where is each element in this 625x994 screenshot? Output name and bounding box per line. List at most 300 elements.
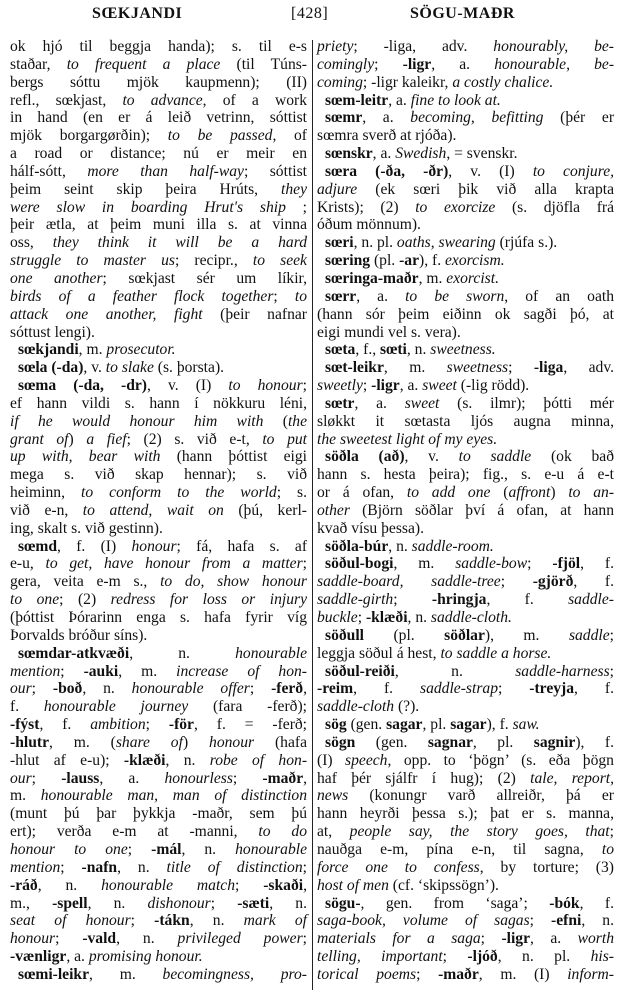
headword: söðul-reiði <box>325 662 395 680</box>
translation: exorcist. <box>446 269 499 287</box>
dictionary-entry <box>317 288 614 342</box>
entry-line <box>10 538 307 556</box>
translation: to attend, wait on <box>82 501 224 519</box>
headword: sœla (-da) <box>18 359 84 377</box>
translation: saddle- <box>568 591 614 609</box>
entry-line <box>317 270 614 288</box>
text: (-lig rödd). <box>456 377 530 395</box>
entry-line <box>10 145 307 163</box>
translation: sweetness. <box>430 341 496 359</box>
translation: tale, report, <box>530 769 614 787</box>
headword: söðlar <box>444 626 485 644</box>
translation: coming <box>317 73 363 91</box>
text: , m. <box>383 359 447 377</box>
translation: adjure <box>317 180 358 198</box>
dictionary-entry <box>317 734 614 895</box>
text: , n. <box>388 537 412 555</box>
entry-line <box>317 234 614 252</box>
dictionary-entry <box>10 645 307 966</box>
text: ; <box>302 930 307 948</box>
translation: force one to confess <box>317 858 480 876</box>
translation: honourable match <box>101 876 235 894</box>
text: , of <box>272 127 307 145</box>
translation: dishonour <box>147 894 211 912</box>
dictionary-entry <box>317 555 614 626</box>
entry-line <box>10 609 307 627</box>
translation: to saddle a horse. <box>440 644 552 662</box>
entry-line <box>10 591 307 609</box>
text: , n. <box>407 609 431 626</box>
text: ; <box>374 55 403 73</box>
translation: to conjure, <box>532 162 615 180</box>
dictionary-entry <box>10 966 307 984</box>
translation: saddle-room. <box>411 537 494 555</box>
entry-line <box>10 359 307 377</box>
translation: becoming, befitting <box>410 109 544 127</box>
translation: to conform to the world <box>81 484 277 502</box>
text: ) <box>550 484 569 502</box>
headword: -mál <box>151 840 182 858</box>
entry-line <box>317 92 614 110</box>
text: , f. (I) <box>57 537 132 555</box>
headword: söðul-bogi <box>325 555 394 573</box>
text: , n. <box>37 876 102 894</box>
text: ; sœkjast sér um líkir, <box>102 269 307 287</box>
translation: up with, bear with <box>10 448 161 466</box>
entry-line <box>10 805 307 823</box>
translation: saddle-cloth <box>317 698 395 716</box>
entry-line <box>317 930 614 948</box>
entry-line <box>317 484 614 502</box>
dictionary-entry <box>317 145 614 163</box>
entry-line <box>10 56 307 74</box>
entry-line <box>10 930 307 948</box>
text: , n. <box>82 680 132 698</box>
translation: privileged power <box>177 930 303 948</box>
translation: worth <box>577 930 615 948</box>
headword: sœtr <box>325 394 355 412</box>
text: (Björn söðlar því á ofan, at hann <box>349 501 614 519</box>
translation: they <box>281 180 307 198</box>
entry-line <box>317 663 614 681</box>
text: (þóttist Þórarinn enga s. hafa fyrir víg <box>10 609 307 626</box>
translation: to get, have honour from a matter <box>45 555 303 573</box>
headword: söðull <box>325 626 364 644</box>
translation: sweetness <box>446 359 509 377</box>
headword: sögn <box>325 733 356 751</box>
translation: to be sworn <box>405 287 505 305</box>
entry-line <box>317 413 614 431</box>
text: ( <box>490 484 509 502</box>
translation: birds of a feather flock together <box>10 287 274 305</box>
text: , v. (I) <box>147 377 229 395</box>
headword: -för <box>168 716 194 734</box>
entry-line <box>10 216 307 234</box>
translation: to saddle <box>458 448 532 466</box>
text: m. <box>10 787 41 805</box>
entry-line <box>317 359 614 377</box>
running-head-right: SÖGU-MAÐR <box>410 5 515 22</box>
translation: the <box>287 412 307 430</box>
headword: sœri <box>325 234 354 252</box>
translation: to <box>294 287 308 305</box>
text: , gen. from ‘saga’; <box>360 894 550 912</box>
text: , a. <box>399 377 423 395</box>
text: , m. <box>89 965 163 983</box>
text: ; <box>609 626 614 644</box>
text: (s. þorsta). <box>153 359 225 377</box>
translation: were slow in boarding Hrut's ship <box>10 198 286 216</box>
entry-line <box>10 752 307 770</box>
translation: honour <box>10 930 56 948</box>
translation: honourable offer <box>131 680 250 698</box>
text: or á ofan, <box>317 484 407 502</box>
text: ; <box>302 377 307 395</box>
entry-line <box>317 520 614 538</box>
headword: -sæti <box>237 894 270 912</box>
translation: a fief <box>86 430 127 448</box>
entry-line <box>10 199 307 217</box>
translation: mark of <box>243 912 308 930</box>
entry-line <box>317 538 614 556</box>
text: , a. <box>372 145 396 163</box>
entry-line <box>317 341 614 359</box>
translation: a costly chalice. <box>452 73 554 91</box>
entry-line <box>10 877 307 895</box>
text: ; <box>285 198 307 216</box>
headword: sœti <box>380 341 407 359</box>
dictionary-entry <box>317 663 614 717</box>
text: , n. <box>181 840 236 858</box>
dictionary-entry <box>317 109 614 145</box>
text: (hann þóttist eigi <box>160 448 308 466</box>
text: , m. <box>118 662 177 680</box>
headword: -bók <box>549 894 580 912</box>
text: (hann sór þeim eiðinn ok sagði þó, at <box>317 305 614 323</box>
entry-line <box>10 270 307 288</box>
text: hálf-sótt, <box>10 162 88 180</box>
entry-line <box>10 181 307 199</box>
entry-line <box>317 127 614 145</box>
text: Krists); (2) <box>317 198 416 216</box>
translation: affront <box>508 484 551 502</box>
translation: to an- <box>568 484 615 502</box>
translation: to slake <box>105 359 154 377</box>
entry-line <box>317 787 614 805</box>
text: (pl. <box>370 252 400 270</box>
entry-line <box>10 787 307 805</box>
text: (munt þú þar þykkja -maðr, sem þú <box>10 805 307 823</box>
entry-line <box>317 377 614 395</box>
headword: -ljóð <box>467 948 498 966</box>
translation: becomingness, pro- <box>162 965 307 983</box>
text: ; <box>508 359 534 377</box>
entry-line <box>317 555 614 573</box>
entry-line <box>10 573 307 591</box>
entry-line <box>317 252 614 270</box>
text: , a. <box>99 769 165 787</box>
text: ; <box>145 716 169 734</box>
translation: they think it will be a hard <box>52 234 307 252</box>
text: , m. <box>393 555 456 573</box>
entry-line <box>317 877 614 895</box>
headword: -vænligr <box>10 948 67 966</box>
text: , n. pl. <box>353 234 397 252</box>
dictionary-entry <box>317 627 614 663</box>
translation: honourably, be- <box>493 38 615 55</box>
translation: to add one <box>406 484 491 502</box>
page-number: [428] <box>291 5 329 22</box>
entry-line <box>317 431 614 449</box>
text: , n. <box>129 644 236 662</box>
text: ; <box>529 912 552 930</box>
headword: -ligr <box>501 930 531 948</box>
entry-line <box>317 716 614 734</box>
entry-line <box>317 859 614 877</box>
entry-line <box>317 163 614 181</box>
text: , f. <box>574 680 614 698</box>
headword: -ferð <box>271 680 304 698</box>
entry-line <box>317 841 614 859</box>
entry-line <box>10 645 307 663</box>
entry-line <box>317 948 614 966</box>
text: Þorvalds bróður síns). <box>10 626 148 644</box>
text: ) <box>68 430 87 448</box>
translation: exorcism. <box>445 252 505 270</box>
text: ; <box>362 377 372 395</box>
text: , f. <box>486 591 569 609</box>
headword: -skaði <box>263 876 304 894</box>
entry-line <box>317 805 614 823</box>
translation: increase of hon- <box>176 662 308 680</box>
text: ; <box>480 930 502 948</box>
text: sløkkt it sœtasta ljós augna minna, <box>317 412 614 430</box>
translation: seat of honour <box>10 912 131 930</box>
text: , <box>303 876 308 894</box>
entry-line <box>317 823 614 841</box>
entry-line <box>10 395 307 413</box>
translation: to put <box>262 430 307 448</box>
text: , m. ( <box>48 733 116 751</box>
text: , n. <box>117 858 167 876</box>
translation: sweetly <box>317 377 363 395</box>
entry-line <box>317 680 614 698</box>
headword: söðla-búr <box>325 537 389 555</box>
text: , n. pl. <box>497 948 591 966</box>
dictionary-entry <box>317 716 614 734</box>
dictionary-entry <box>317 270 614 288</box>
translation: title of distinction <box>166 858 303 876</box>
text: , f. <box>353 680 421 698</box>
entry-line <box>317 734 614 752</box>
entry-line <box>317 38 614 56</box>
text: ; -ligr kaleikr, <box>362 73 453 91</box>
dictionary-entry <box>317 895 614 984</box>
entry-line <box>317 895 614 913</box>
text: , of a work <box>202 91 307 109</box>
translation: speech <box>345 751 388 769</box>
translation: priety <box>317 38 354 55</box>
translation: comingly <box>317 55 375 73</box>
translation: honourable <box>235 644 307 662</box>
translation: materials for a saga <box>317 930 481 948</box>
headword: -fýst <box>10 716 40 734</box>
text: refl., sœkjast, <box>10 91 123 109</box>
dictionary-entry <box>317 359 614 395</box>
text: ; <box>232 769 263 787</box>
entry-line <box>317 56 614 74</box>
translation: robe of hon- <box>209 751 308 769</box>
translation: to exorcize <box>415 198 496 216</box>
text: , <box>303 769 308 787</box>
text: (s. ilmr); þótti mér <box>439 394 615 412</box>
headword: sœm-leitr <box>325 91 389 109</box>
entry-line <box>10 74 307 92</box>
dictionary-entry <box>317 341 614 359</box>
text: -hlut af e-u); <box>10 751 124 769</box>
entry-line <box>317 698 614 716</box>
translation: torical poems <box>317 965 417 983</box>
entry-line <box>317 216 614 234</box>
entry-line <box>10 966 307 984</box>
translation: to frequent a place <box>66 55 221 73</box>
text: in hand (en er á leið vetrinn, sóttist <box>10 109 307 127</box>
entry-line <box>317 502 614 520</box>
right-column <box>317 38 614 984</box>
text: ; <box>497 680 530 698</box>
text: , a. <box>362 109 411 127</box>
headword: sœmd <box>18 537 57 555</box>
headword: sœring <box>325 252 371 270</box>
headword: sœmi-leikr <box>18 965 90 983</box>
headword: -reim <box>317 680 354 698</box>
dictionary-entry <box>317 538 614 556</box>
dictionary-entry <box>10 38 307 341</box>
translation: buckle <box>317 609 358 626</box>
headword: sagar <box>386 716 423 734</box>
text: ; <box>302 555 307 573</box>
text: , opp. to ‘þögn’ (s. eða þögn <box>387 751 614 769</box>
text: (hafa <box>254 733 307 751</box>
text: (ek sœri þik við alla krapta <box>357 180 614 198</box>
entry-line <box>317 448 614 466</box>
entry-line <box>10 163 307 181</box>
entry-line <box>317 573 614 591</box>
headword: -tákn <box>154 912 190 930</box>
headword: -fjöl <box>552 555 581 573</box>
entry-line <box>317 609 614 627</box>
entry-line <box>10 698 307 716</box>
translation: Swedish <box>395 145 447 163</box>
translation: to be passed <box>167 127 273 145</box>
headword: sagar <box>450 716 487 734</box>
translation: prosecutor. <box>106 341 176 359</box>
text: ; (2) s. við e-t, <box>126 430 263 448</box>
text: , = svenskr. <box>446 145 518 163</box>
translation: our <box>10 680 32 698</box>
entry-line <box>317 466 614 484</box>
text: , n. <box>269 894 307 912</box>
text: ; <box>127 840 152 858</box>
text: (konungr varð allreiðr, þá er <box>348 787 614 805</box>
text: (þér er <box>543 109 615 127</box>
text: , f. <box>573 573 615 591</box>
text: ), m. <box>484 626 569 644</box>
translation: saddle-girth <box>317 591 394 609</box>
entry-line <box>317 74 614 92</box>
text: (gen. <box>355 733 428 751</box>
translation: saddle-board, saddle-tree <box>317 573 501 591</box>
text: ; <box>527 555 553 573</box>
entry-line <box>10 431 307 449</box>
text: ; <box>393 591 432 609</box>
entry-line <box>317 288 614 306</box>
entry-line <box>10 912 307 930</box>
dictionary-entry <box>317 92 614 110</box>
text: kvað vísu þessa). <box>317 519 424 537</box>
text: ; recipr., <box>174 252 253 270</box>
entry-line <box>10 377 307 395</box>
translation: his- <box>590 948 614 966</box>
text: ; <box>130 912 155 930</box>
text: e-u, <box>10 555 46 573</box>
entry-line <box>317 306 614 324</box>
text: ), f. <box>486 716 513 734</box>
translation: one another <box>10 269 103 287</box>
headword: -ligr <box>371 377 400 395</box>
text: bergs sóttu mjök kaupmenn); (II) <box>10 73 307 91</box>
translation: to do, show honour <box>160 573 307 591</box>
headword: -treyja <box>529 680 575 698</box>
translation: sweet <box>404 394 440 412</box>
translation: oaths, swearing <box>396 234 496 252</box>
entry-line <box>10 448 307 466</box>
headword: sœma (-da, -dr) <box>18 377 147 395</box>
text: mega s. við skap hennar); s. við <box>10 466 307 484</box>
translation: honourless <box>164 769 233 787</box>
text: eigi mundi vel s. vera). <box>317 323 461 341</box>
headword: -gjörð <box>532 573 574 591</box>
translation: the sweetest light of my eyes. <box>317 430 498 448</box>
text: ; <box>60 662 84 680</box>
translation: our <box>10 769 32 787</box>
headword: sœra (-ða, -ðr) <box>325 162 449 180</box>
text: ; <box>442 948 468 966</box>
text: , of an oath <box>504 287 614 305</box>
entry-line <box>10 252 307 270</box>
text: heiminn, <box>10 484 82 502</box>
headword: sög <box>325 716 347 734</box>
entry-line <box>317 145 614 163</box>
translation: to advance <box>122 91 203 109</box>
entry-line <box>10 38 307 56</box>
text: óðum mönnum). <box>317 216 421 234</box>
text: hann heyrði þessa s.); þat er s. manna, <box>317 805 614 823</box>
text: ; <box>302 858 307 876</box>
entry-line <box>10 680 307 698</box>
text: (s. djöfla frá <box>495 198 615 216</box>
entry-line <box>317 645 614 663</box>
text: ; <box>357 609 366 626</box>
dictionary-entry <box>317 38 614 92</box>
text: ; <box>235 876 264 894</box>
translation: ambition <box>90 716 146 734</box>
entry-line <box>10 859 307 877</box>
translation: honourable, be- <box>494 55 615 73</box>
headword: sœrr <box>325 287 357 305</box>
text: ; <box>31 769 62 787</box>
entry-line <box>10 413 307 431</box>
